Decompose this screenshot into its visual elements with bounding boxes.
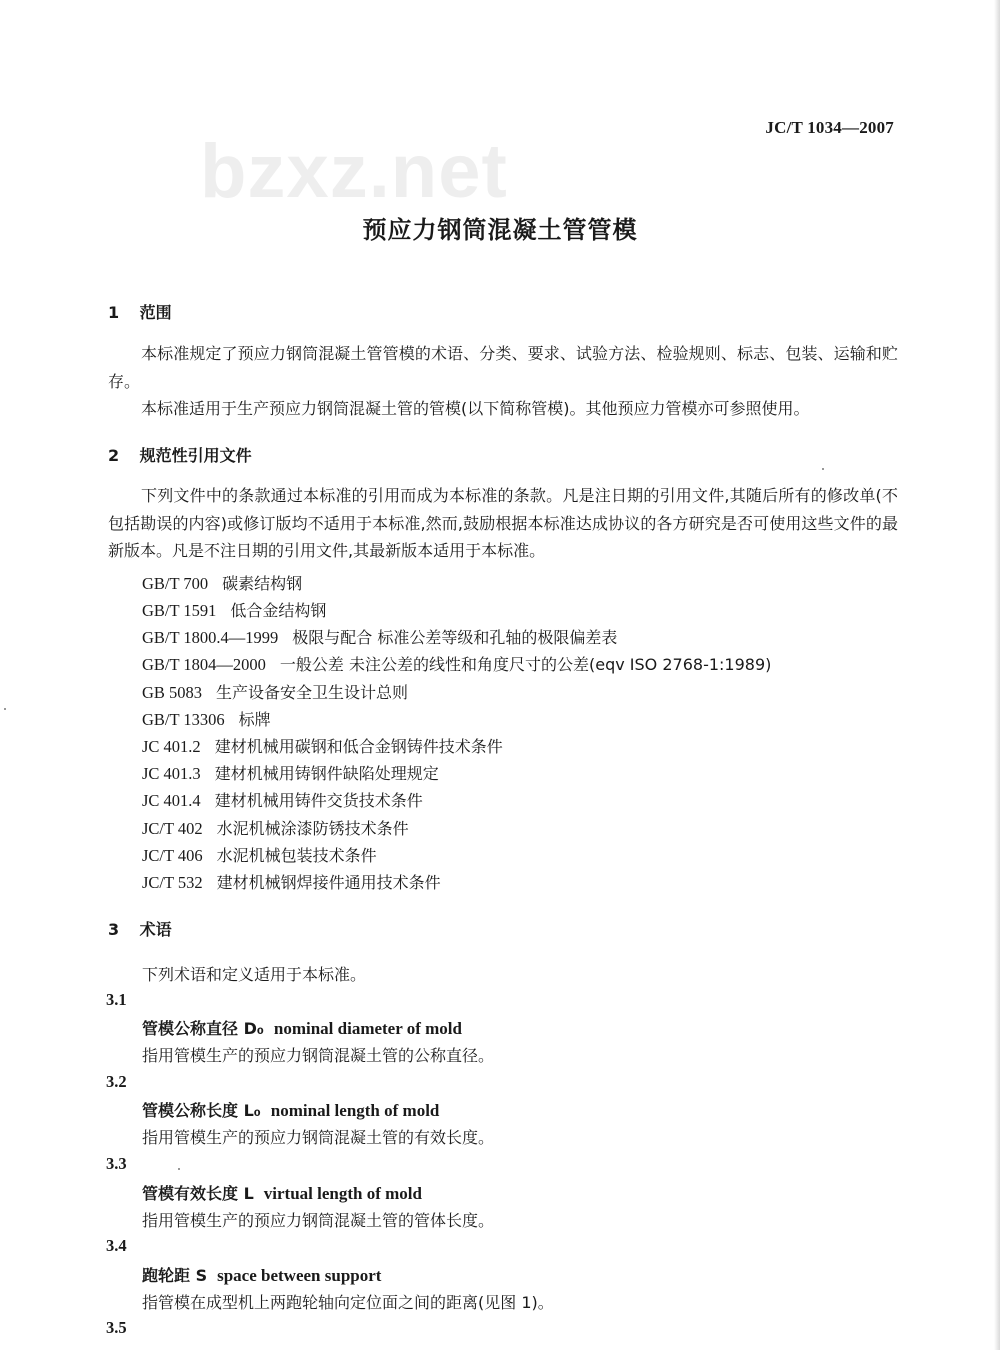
term-entry <box>142 1016 462 1039</box>
term-definition: 指用管模生产的预应力钢筒混凝土管的有效长度。 <box>142 1128 495 1147</box>
scan-speck <box>822 468 824 470</box>
reference-code: JC/T 532 <box>142 873 203 892</box>
reference-item <box>142 571 302 594</box>
section-heading-normative-references <box>108 443 252 466</box>
clause-number: 3.1 <box>106 990 127 1009</box>
normative-intro-paragraph: 下列文件中的条款通过本标准的引用而成为本标准的条款。凡是注日期的引用文件,其随后所有的修改单(不包括勘误的内容)或修订版均不适用于本标准,然而,鼓励根据本标准达成协议的各方研究是否可使用这些文件的最新版本。凡是不注日期的引用文件,其最新版本适用于本标准。 <box>108 486 898 560</box>
reference-item <box>142 843 377 866</box>
reference-code: JC 401.4 <box>142 791 201 810</box>
section-title: 规范性引用文件 <box>139 446 252 465</box>
clause-number: 3.5 <box>106 1318 127 1337</box>
reference-title: 水泥机械涂漆防锈技术条件 <box>216 819 409 838</box>
reference-title: 标牌 <box>238 710 271 729</box>
reference-item <box>142 598 326 621</box>
reference-title: 生产设备安全卫生设计总则 <box>216 683 409 702</box>
reference-item <box>142 625 617 648</box>
clause-number: 3.3 <box>106 1154 127 1173</box>
reference-title: 水泥机械包装技术条件 <box>216 846 377 865</box>
document-title: 预应力钢筒混凝土管管模 <box>362 216 638 244</box>
reference-title: 建材机械用铸件交货技术条件 <box>214 791 423 810</box>
section-heading-terms <box>108 917 172 940</box>
reference-code: GB/T 1804—2000 <box>142 655 266 674</box>
section-title: 范围 <box>139 303 172 322</box>
section-number: 3 <box>108 920 120 939</box>
watermark: bzxz.net <box>200 129 508 214</box>
reference-title: 碳素结构钢 <box>222 574 303 593</box>
clause-number: 3.4 <box>106 1236 127 1255</box>
term-entry <box>142 1263 381 1286</box>
reference-item <box>142 734 503 757</box>
reference-title: 建材机械用碳钢和低合金钢铸件技术条件 <box>214 737 503 756</box>
page-edge-shadow <box>994 0 1000 1350</box>
reference-item <box>142 680 408 703</box>
clause-number: 3.2 <box>106 1072 127 1091</box>
reference-title: 极限与配合 标准公差等级和孔轴的极限偏差表 <box>292 628 618 647</box>
reference-code: GB/T 13306 <box>142 710 225 729</box>
term-definition: 指用管模生产的预应力钢筒混凝土管的管体长度。 <box>142 1211 495 1230</box>
reference-title: 建材机械钢焊接件通用技术条件 <box>216 873 441 892</box>
reference-code: JC 401.2 <box>142 737 201 756</box>
section-number: 2 <box>108 446 120 465</box>
term-english: nominal diameter of mold <box>273 1019 462 1038</box>
terms-intro: 下列术语和定义适用于本标准。 <box>142 965 367 984</box>
term-definition: 指用管模生产的预应力钢筒混凝土管的公称直径。 <box>142 1046 495 1065</box>
term-chinese: 管模公称直径 D₀ <box>142 1019 264 1038</box>
term-definition: 指管模在成型机上两跑轮轴向定位面之间的距离(见图 1)。 <box>142 1293 554 1312</box>
term-chinese: 管模公称长度 L₀ <box>142 1101 261 1120</box>
reference-code: GB/T 1591 <box>142 601 217 620</box>
reference-title: 一般公差 未注公差的线性和角度尺寸的公差(eqv ISO 2768-1:1989) <box>279 655 772 674</box>
term-chinese: 管模有效长度 L <box>142 1184 254 1203</box>
term-english: virtual length of mold <box>263 1184 422 1203</box>
section-heading-scope <box>108 300 172 323</box>
term-chinese: 跑轮距 S <box>142 1266 208 1285</box>
scope-paragraph-1: 本标准规定了预应力钢筒混凝土管管模的术语、分类、要求、试验方法、检验规则、标志、包装、运输和贮存。 <box>108 344 898 391</box>
reference-item <box>142 707 271 730</box>
scan-speck <box>178 1168 180 1170</box>
reference-code: JC 401.3 <box>142 764 201 783</box>
reference-item <box>142 652 771 675</box>
term-entry <box>142 1098 439 1121</box>
section-title: 术语 <box>139 920 172 939</box>
reference-code: JC/T 402 <box>142 819 203 838</box>
reference-code: GB/T 1800.4—1999 <box>142 628 279 647</box>
term-english: nominal length of mold <box>270 1101 440 1120</box>
scan-speck <box>4 708 6 710</box>
term-entry <box>142 1181 422 1204</box>
reference-item <box>142 816 409 839</box>
reference-title: 建材机械用铸钢件缺陷处理规定 <box>214 764 439 783</box>
standard-code: JC/T 1034—2007 <box>765 118 894 137</box>
reference-code: JC/T 406 <box>142 846 203 865</box>
reference-item <box>142 870 441 893</box>
term-english: space between support <box>217 1266 382 1285</box>
section-number: 1 <box>108 303 120 322</box>
reference-title: 低合金结构钢 <box>230 601 327 620</box>
reference-item <box>142 788 423 811</box>
reference-code: GB 5083 <box>142 683 203 702</box>
reference-code: GB/T 700 <box>142 574 209 593</box>
reference-item <box>142 761 439 784</box>
scope-paragraph-2: 本标准适用于生产预应力钢筒混凝土管的管模(以下简称管模)。其他预应力管模亦可参照使用。 <box>141 399 810 418</box>
